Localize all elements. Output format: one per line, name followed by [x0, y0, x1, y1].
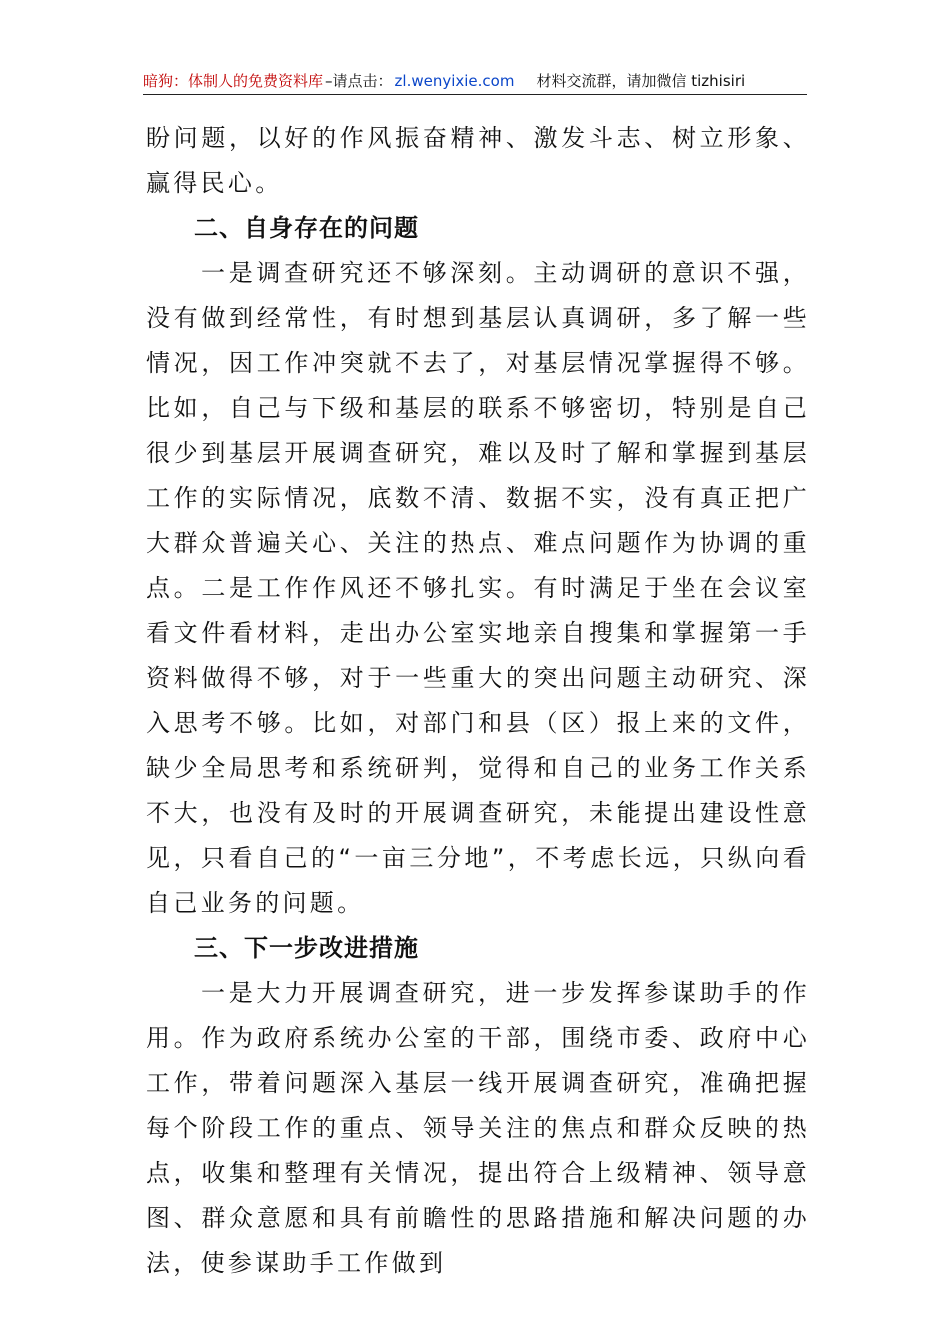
document-body [146, 116, 810, 1286]
page-header [143, 68, 807, 95]
section-3-heading: 三、下一步改进措施 [194, 934, 419, 962]
header-url-link[interactable]: zl.wenyixie.com [394, 72, 515, 90]
header-wechat-text: 材料交流群，请加微信 tizhisiri [536, 72, 746, 90]
section-2-paragraph: 一是调查研究还不够深刻。主动调研的意识不强，没有做到经常性，有时想到基层认真调研，多了解一些情况，因工作冲突就不去了，对基层情况掌握得不够。比如，自己与下级和基层的联系不够密切，特别是自己很少到基层开展调查研究，难以及时了解和掌握到基层工作的实际情况，底数不清、数据不实，没有真正把广大群众普遍关心、关注的热点、难点问题作为协调的重点。二是工作作风还不够扎实。有时满足于坐在会议室看文件看材料，走出办公室实地亲自搜集和掌握第一手资料做得不够，对于一些重大的突出问题主动研究、深入思考不够。比如，对部门和县（区）报上来的文件，缺少全局思考和系统研判，觉得和自己的业务工作关系不大，也没有及时的开展调查研究，未能提出建设性意见，只看自己的“一亩三分地”，不考虑长远，只纵向看自己业务的问题。 [146, 259, 810, 917]
header-brand-text: 暗狗：体制人的免费资料库 [143, 72, 324, 90]
header-prompt-text: –请点击： [325, 72, 393, 90]
intro-continuation-paragraph: 盼问题，以好的作风振奋精神、激发斗志、树立形象、赢得民心。 [146, 124, 810, 197]
section-3-paragraph: 一是大力开展调查研究，进一步发挥参谋助手的作用。作为政府系统办公室的干部，围绕市委、政府中心工作，带着问题深入基层一线开展调查研究，准确把握每个阶段工作的重点、领导关注的焦点和群众反映的热点，收集和整理有关情况，提出符合上级精神、领导意图、群众意愿和具有前瞻性的思路措施和解决问题的办法，使参谋助手工作做到 [146, 979, 810, 1277]
section-2-heading: 二、自身存在的问题 [194, 214, 419, 242]
